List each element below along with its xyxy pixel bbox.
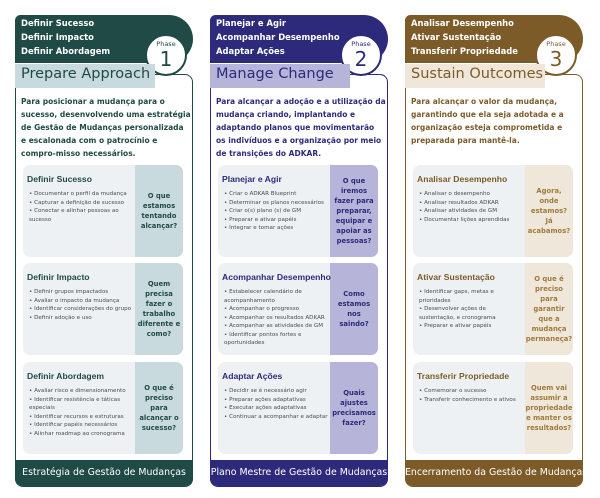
step-card-title: Analisar Desempenho bbox=[417, 174, 508, 184]
bullet-item: • Acompanhar as atividades de GM bbox=[224, 323, 324, 329]
phase-description: Para posicionar a mudança para o sucesso, desenvolvendo uma estratégia de Gestão de Mudanças personalizada e escalonada com o patrocínio e compro-misso necessários. bbox=[21, 97, 191, 158]
step-card-title: Acompanhar Desempenho bbox=[222, 272, 331, 282]
step-card-bullets bbox=[29, 288, 133, 322]
phase-footer: Encerramento da Gestão de Mudanças bbox=[405, 460, 583, 486]
phase-description: Para alcançar a adoção e a utilização da mudança criando, implantando e adaptando planos que movimentarão os indivíduos e a organização por meio de transições do ADKAR. bbox=[216, 97, 386, 158]
bullet-item: • Comemorar o sucesso bbox=[419, 388, 487, 394]
step-card bbox=[413, 362, 573, 454]
bullet-item: • Continuar a acompanhar e adaptar bbox=[224, 413, 328, 420]
step-card-bullets bbox=[224, 288, 328, 348]
bullet-item: • Executar ações adaptativas bbox=[224, 405, 307, 411]
step-card-question: O que estamos tentando alcançar? bbox=[135, 165, 183, 257]
header-step: Analisar Desempenho bbox=[411, 18, 514, 28]
phase-title: Manage Change bbox=[216, 66, 334, 82]
bullet-item: • Analisar o desempenho bbox=[419, 191, 490, 197]
header-step: Definir Impacto bbox=[21, 32, 94, 42]
step-card-question: Como estamos nos saindo? bbox=[330, 263, 378, 355]
header-step: Planejar e Agir bbox=[216, 18, 286, 28]
phase-column bbox=[405, 0, 588, 498]
bullet-item: • Determinar os planos necessários bbox=[224, 199, 324, 206]
step-card-bullets bbox=[419, 288, 523, 331]
phase-number: 1 bbox=[159, 47, 173, 71]
phase-number: 2 bbox=[354, 47, 368, 71]
phase-title: Sustain Outcomes bbox=[411, 66, 544, 82]
bullet-item: • Identificar considerações do grupo bbox=[29, 306, 132, 312]
bullet-item: • Preparar e ativar papéis bbox=[224, 216, 297, 223]
step-card-bullets bbox=[419, 387, 523, 404]
step-card-bullets bbox=[419, 190, 523, 224]
phase-title-band bbox=[210, 64, 350, 88]
bullet-item: • Identificar pontos fortes e oportunidades bbox=[224, 331, 302, 346]
bullet-item: • Acompanhar os resultados ADKAR bbox=[224, 314, 325, 321]
bullet-item: • Identificar recursos e estruturas bbox=[29, 413, 124, 420]
phase-footer: Estratégia de Gestão de Mudanças bbox=[15, 460, 193, 486]
bullet-item: • Acompanhar o progresso bbox=[224, 306, 300, 312]
bullet-item: • Decidir se é necessário agir bbox=[224, 388, 307, 394]
phase-column bbox=[210, 0, 390, 498]
step-card bbox=[218, 165, 378, 257]
step-card-question: Agora, onde estamos? Já acabamos? bbox=[525, 165, 573, 257]
phase-title: Prepare Approach bbox=[21, 66, 151, 82]
header-step: Transferir Propriedade bbox=[411, 46, 518, 56]
bullet-item: • Documentar lições aprendidas bbox=[419, 216, 510, 223]
phase-column bbox=[15, 0, 195, 498]
bullet-item: • Estabelecer calendário de acompanhamento bbox=[224, 289, 302, 304]
step-card-bullets bbox=[224, 190, 328, 233]
bullet-item: • Identificar papéis necessários bbox=[29, 422, 118, 428]
step-card-question: O que é preciso para alcançar o sucesso? bbox=[135, 362, 183, 454]
step-card-title: Transferir Propriedade bbox=[417, 371, 510, 381]
bullet-item: • Definir grupos impactados bbox=[29, 289, 109, 295]
phase-label: Phase bbox=[546, 40, 566, 48]
step-card-title: Ativar Sustentação bbox=[417, 272, 495, 282]
step-card-bullets bbox=[29, 387, 133, 438]
bullet-item: • Documentar o perfil da mudança bbox=[29, 191, 127, 197]
step-card bbox=[218, 362, 378, 454]
bullet-item: • Preparar e ativar papéis bbox=[419, 323, 492, 329]
step-card bbox=[413, 165, 573, 257]
bullet-item: • Criar o(s) plano (s) de GM bbox=[224, 208, 302, 214]
phase-title-band bbox=[405, 64, 545, 88]
bullet-item: • Transferir conhecimento e ativos bbox=[419, 396, 516, 403]
bullet-item: • Conectar e alinhar pessoas ao sucesso bbox=[29, 208, 119, 223]
bullet-item: • Identificar gaps, metas e prioridades bbox=[419, 289, 494, 304]
phase-number: 3 bbox=[549, 47, 563, 71]
phase-header-band bbox=[405, 15, 583, 71]
bullet-item: • Analisar resultados ADKAR bbox=[419, 199, 499, 206]
step-card-question: O que iremos fazer para preparar, equipar e apoiar as pessoas? bbox=[330, 165, 378, 257]
header-step: Definir Sucesso bbox=[21, 18, 95, 28]
bullet-item: • Alinhar roadmap ao cronograma bbox=[29, 430, 125, 437]
step-card-bullets bbox=[224, 387, 328, 421]
header-step: Ativar Sustentação bbox=[411, 32, 502, 42]
bullet-item: • Criar o ADKAR Blueprint bbox=[224, 191, 297, 197]
phase-label: Phase bbox=[351, 40, 371, 48]
step-card-title: Planejar e Agir bbox=[222, 174, 282, 184]
step-card-title: Adaptar Ações bbox=[222, 371, 283, 381]
step-card bbox=[218, 263, 378, 355]
bullet-item: • Capturar a definição de sucesso bbox=[29, 199, 125, 206]
step-card-title: Definir Sucesso bbox=[27, 174, 92, 184]
bullet-item: • Definir adoção e uso bbox=[29, 314, 92, 321]
step-card bbox=[413, 263, 573, 355]
step-card-bullets bbox=[29, 190, 133, 224]
phase-header-band bbox=[210, 15, 388, 71]
header-step: Adaptar Ações bbox=[216, 46, 285, 56]
phase-label: Phase bbox=[156, 40, 176, 48]
step-card bbox=[23, 165, 183, 257]
bullet-item: • Avaliar risco e dimensionamento bbox=[29, 388, 126, 394]
step-card-question: Quais ajustes precisamos fazer? bbox=[330, 362, 378, 454]
bullet-item: • Analisar atividades de GM bbox=[419, 208, 498, 214]
bullet-item: • Preparar ações adaptativas bbox=[224, 396, 306, 403]
step-card-title: Definir Abordagem bbox=[27, 371, 105, 381]
phase-description: Para alcançar o valor da mudança, garantindo que ela seja adotada e a organização esteja comprometida e preparada para mantê-la. bbox=[411, 97, 564, 145]
phase-header-band bbox=[15, 15, 193, 71]
step-card-question: Quem vai assumir a propriedade e manter os resultados? bbox=[525, 362, 573, 454]
bullet-item: • Desenvolver ações de sustentação, e cronograma bbox=[419, 306, 496, 321]
step-card-question: Quem precisa fazer o trabalho diferente e como? bbox=[135, 263, 183, 355]
step-card-question: O que é preciso para garantir que a mudança permaneça? bbox=[525, 263, 573, 355]
bullet-item: • Integrar e tomar ações bbox=[224, 225, 294, 231]
phase-title-band bbox=[15, 64, 155, 88]
step-card-title: Definir Impacto bbox=[27, 272, 90, 282]
bullet-item: • Avaliar o impacto da mudança bbox=[29, 297, 120, 304]
phase-footer: Plano Mestre de Gestão de Mudanças bbox=[210, 460, 388, 486]
step-card bbox=[23, 263, 183, 355]
step-card bbox=[23, 362, 183, 454]
header-step: Definir Abordagem bbox=[21, 46, 111, 56]
bullet-item: • Identificar resistência e táticas especiais bbox=[29, 396, 121, 411]
header-step: Acompanhar Desempenho bbox=[216, 32, 340, 42]
